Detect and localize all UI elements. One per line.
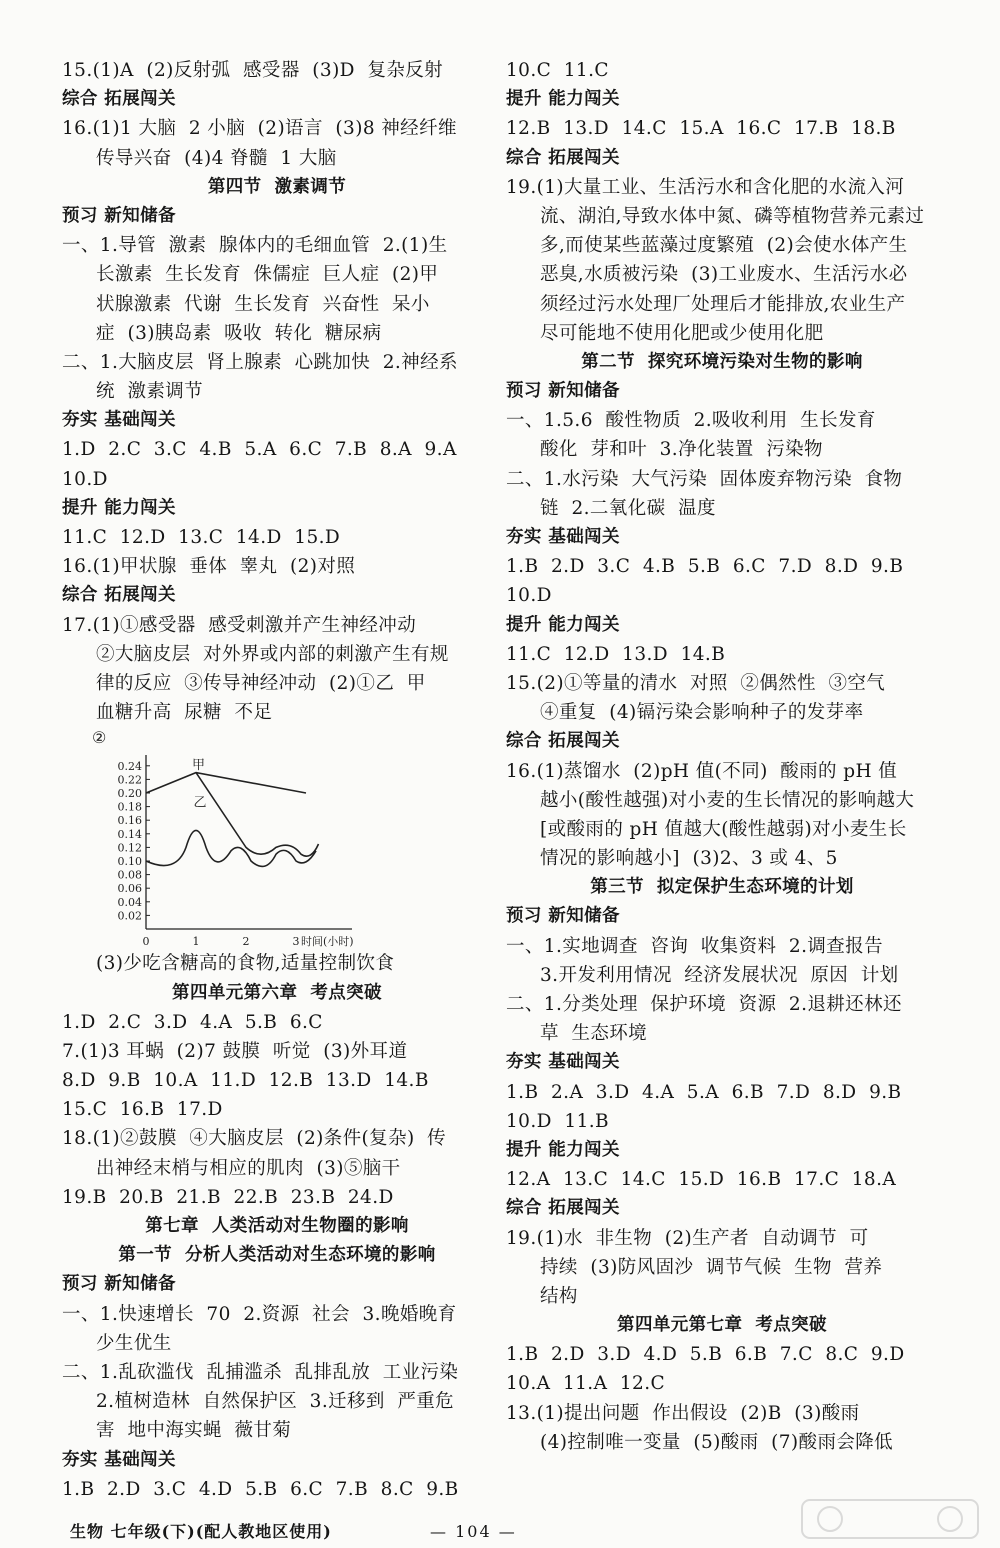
y-tick-label: 0.22 xyxy=(117,773,142,787)
answer-line: 16.(1)蒸馏水 (2)pH 值(不同) 酸雨的 pH 值 xyxy=(506,760,898,782)
x-tick-label: 1 xyxy=(192,935,200,948)
answer-line: 血糖升高 尿糖 不足 xyxy=(96,702,273,724)
answer-line: 害 地中海实蝇 薇甘菊 xyxy=(96,1420,292,1442)
chapter-title: 第二节 探究环境污染对生物的影响 xyxy=(581,351,863,372)
answer-line: 越小(酸性越强)对小麦的生长情况的影响越大 xyxy=(540,789,915,811)
answer-line: 17.(1)①感受器 感受刺激并产生神经冲动 xyxy=(62,614,417,636)
answer-line: 统 激素调节 xyxy=(96,381,204,403)
answer-line: 1.B 2.D 3.D 4.D 5.B 6.B 7.C 8.C 9.D xyxy=(506,1344,905,1366)
section-heading: 夯实 基础闯关 xyxy=(62,1449,176,1470)
answer-line: (4)控制唯一变量 (5)酸雨 (7)酸雨会降低 xyxy=(540,1431,894,1453)
answer-line: 一、1.实地调查 咨询 收集资料 2.调查报告 xyxy=(506,935,883,957)
answer-line: 一、1.快速增长 70 2.资源 社会 3.晚婚晚育 xyxy=(62,1303,457,1325)
y-tick-label: 0.24 xyxy=(117,760,142,774)
answer-line: 1.D 2.C 3.D 4.A 5.B 6.C xyxy=(62,1011,323,1033)
curve-yi xyxy=(146,831,316,867)
section-heading: 提升 能力闯关 xyxy=(506,614,620,635)
answer-line: 少生优生 xyxy=(96,1332,172,1354)
watermark-logo xyxy=(800,1496,980,1542)
answer-line: 15.(2)①等量的清水 对照 ②偶然性 ③空气 xyxy=(506,672,886,694)
answer-line: 10.A 11.A 12.C xyxy=(506,1373,666,1395)
answer-line: 传导兴奋 (4)4 脊髓 1 大脑 xyxy=(96,147,337,169)
answer-line: 16.(1)甲状腺 垂体 睾丸 (2)对照 xyxy=(62,556,356,578)
answer-line: 尽可能地不使用化肥或少使用化肥 xyxy=(540,322,824,344)
answer-line: 多,而使某些蓝藻过度繁殖 (2)会使水体产生 xyxy=(540,235,908,257)
answer-line: 15.C 16.B 17.D xyxy=(62,1099,223,1121)
graph-marker: ② xyxy=(92,729,107,748)
answer-line: 16.(1)1 大脑 2 小脑 (2)语言 (3)8 神经纤维 xyxy=(62,118,457,140)
answer-line: 11.C 12.D 13.C 14.D 15.D xyxy=(62,527,341,548)
x-tick-label: 2 xyxy=(242,935,250,948)
y-tick-label: 0.18 xyxy=(117,800,142,814)
answer-line: 草 生态环境 xyxy=(540,1023,648,1045)
answer-line: 7.(1)3 耳蜗 (2)7 鼓膜 听觉 (3)外耳道 xyxy=(62,1040,408,1062)
left-column xyxy=(62,56,492,1504)
answer-line: 19.B 20.B 21.B 22.B 23.B 24.D xyxy=(62,1186,394,1208)
section-heading: 夯实 基础闯关 xyxy=(506,527,620,547)
curve-label-yi: 乙 xyxy=(193,795,207,811)
chapter-title: 第四单元第七章 考点突破 xyxy=(617,1315,827,1336)
answer-line: 3.开发利用情况 经济发展状况 原因 计划 xyxy=(540,964,899,986)
answer-line: 长激素 生长发育 侏儒症 巨人症 (2)甲 xyxy=(96,264,439,286)
section-heading: 预习 新知储备 xyxy=(506,381,620,402)
answer-line: 19.(1)水 非生物 (2)生产者 自动调节 可 xyxy=(506,1227,869,1249)
answer-line: 情况的影响越小] (3)2、3 或 4、5 xyxy=(540,848,838,870)
answer-line: 1.D 2.C 3.C 4.B 5.A 6.C 7.B 8.A 9.A xyxy=(62,439,457,461)
answer-line: 12.A 13.C 14.C 15.D 16.B 17.C 18.A xyxy=(506,1169,897,1191)
x-tick-label: 0 xyxy=(142,935,150,948)
answer-line: ④重复 (4)镉污染会影响种子的发芽率 xyxy=(540,702,864,724)
x-tick-label: 3 xyxy=(292,935,300,948)
answer-line: 酸化 芽和叶 3.净化装置 污染物 xyxy=(540,439,823,461)
y-tick-label: 0.10 xyxy=(117,855,142,869)
section-heading: 预习 新知储备 xyxy=(62,1274,176,1295)
answer-line: 状腺激素 代谢 生长发育 兴奋性 呆小 xyxy=(96,293,430,315)
section-heading: 综合 拓展闯关 xyxy=(62,585,176,606)
answer-line: 18.(1)②鼓膜 ④大脑皮层 (2)条件(复杂) 传 xyxy=(62,1128,447,1150)
page-number: — 104 — xyxy=(430,1522,517,1541)
chapter-title: 第四节 激素调节 xyxy=(207,176,347,197)
answer-line: 恶臭,水质被污染 (3)工业废水、生活污水必 xyxy=(540,264,908,286)
answer-line: 10.C 11.C xyxy=(506,60,609,81)
section-heading: 预习 新知储备 xyxy=(62,205,176,226)
right-column xyxy=(506,56,938,1457)
answer-line: 1.B 2.D 3.C 4.D 5.B 6.C 7.B 8.C 9.B xyxy=(62,1478,459,1500)
answer-line: 二、1.水污染 大气污染 固体废弃物污染 食物 xyxy=(506,468,903,490)
y-tick-label: 0.04 xyxy=(117,896,142,910)
curve-jia-decline xyxy=(193,773,319,857)
answer-line: 结构 xyxy=(540,1285,578,1307)
y-tick-label: 0.06 xyxy=(117,882,142,896)
section-heading: 综合 拓展闯关 xyxy=(506,1198,620,1219)
x-axis-label: 时间(小时) xyxy=(301,935,354,948)
chapter-title: 第三节 拟定保护生态环境的计划 xyxy=(590,877,854,898)
answer-line: 10.D 11.B xyxy=(506,1110,610,1132)
answer-line: 持续 (3)防风固沙 调节气候 生物 营养 xyxy=(540,1256,883,1278)
answer-line: 1.B 2.D 3.C 4.B 5.B 6.C 7.D 8.D 9.B xyxy=(506,556,904,578)
answer-line: 1.B 2.A 3.D 4.A 5.A 6.B 7.D 8.D 9.B xyxy=(506,1081,902,1103)
answer-line: 12.B 13.D 14.C 15.A 16.C 17.B 18.B xyxy=(506,118,896,140)
answer-line: ②大脑皮层 对外界或内部的刺激产生有规 xyxy=(96,643,449,665)
section-heading: 提升 能力闯关 xyxy=(506,89,620,110)
chapter-title: 第七章 人类活动对生物圈的影响 xyxy=(145,1216,409,1236)
answer-line: 一、1.5.6 酸性物质 2.吸收利用 生长发育 xyxy=(506,410,876,432)
curve-label-jia: 甲 xyxy=(192,758,206,774)
section-heading: 预习 新知储备 xyxy=(506,906,620,927)
y-tick-label: 0.14 xyxy=(117,828,142,842)
y-tick-label: 0.16 xyxy=(117,814,142,828)
answer-line: 10.D xyxy=(506,585,552,607)
section-heading: 提升 能力闯关 xyxy=(506,1139,620,1160)
answer-line: 15.(1)A (2)反射弧 感受器 (3)D 复杂反射 xyxy=(62,60,444,81)
y-tick-label: 0.02 xyxy=(117,909,142,923)
answer-line: 流、湖泊,导致水体中氮、磷等植物营养元素过 xyxy=(540,205,925,227)
y-tick-label: 0.08 xyxy=(117,868,142,882)
section-heading: 综合 拓展闯关 xyxy=(506,147,620,168)
answer-line: 13.(1)提出问题 作出假设 (2)B (3)酸雨 xyxy=(506,1402,860,1424)
section-heading: 夯实 基础闯关 xyxy=(506,1052,620,1073)
answer-line: 一、1.导管 激素 腺体内的毛细血管 2.(1)生 xyxy=(62,235,448,257)
answer-line: 二、1.大脑皮层 肾上腺素 心跳加快 2.神经系 xyxy=(62,351,458,373)
y-tick-label: 0.12 xyxy=(117,841,142,855)
section-heading: 综合 拓展闯关 xyxy=(506,731,620,752)
answer-line: 链 2.二氧化碳 温度 xyxy=(540,497,716,519)
curve-jia xyxy=(146,773,306,793)
answer-line: 须经过污水处理厂处理后才能排放,农业生产 xyxy=(540,293,906,315)
chapter-title: 第四单元第六章 考点突破 xyxy=(172,982,382,1003)
y-tick-label: 0.20 xyxy=(117,787,142,801)
chapter-title: 第一节 分析人类活动对生态环境的影响 xyxy=(118,1245,436,1266)
answer-line: (3)少吃含糖高的食物,适量控制饮食 xyxy=(96,953,395,975)
section-heading: 提升 能力闯关 xyxy=(62,497,176,518)
footer-subject: 生物 七年级(下)(配人教地区使用) xyxy=(70,1522,332,1541)
section-heading: 综合 拓展闯关 xyxy=(62,89,176,110)
answer-line: 11.C 12.D 13.D 14.B xyxy=(506,643,726,665)
glucose-graph xyxy=(62,727,492,949)
answer-line: 二、1.乱砍滥伐 乱捕滥杀 乱排乱放 工业污染 xyxy=(62,1361,459,1383)
answer-line: [或酸雨的 pH 值越大(酸性越弱)对小麦生长 xyxy=(540,818,907,840)
answer-line: 二、1.分类处理 保护环境 资源 2.退耕还林还 xyxy=(506,994,902,1015)
answer-line: 律的反应 ③传导神经冲动 (2)①乙 甲 xyxy=(96,672,426,694)
answer-line: 2.植树造林 自然保护区 3.迁移到 严重危 xyxy=(96,1391,455,1413)
answer-line: 10.D xyxy=(62,468,108,490)
answer-line: 8.D 9.B 10.A 11.D 12.B 13.D 14.B xyxy=(62,1070,429,1092)
section-heading: 夯实 基础闯关 xyxy=(62,410,176,431)
answer-line: 19.(1)大量工业、生活污水和含化肥的水流入河 xyxy=(506,176,905,198)
answer-line: 出神经末梢与相应的肌肉 (3)⑤脑干 xyxy=(96,1157,401,1179)
graph-svg xyxy=(62,729,362,947)
answer-line: 症 (3)胰岛素 吸收 转化 糖尿病 xyxy=(96,322,382,344)
